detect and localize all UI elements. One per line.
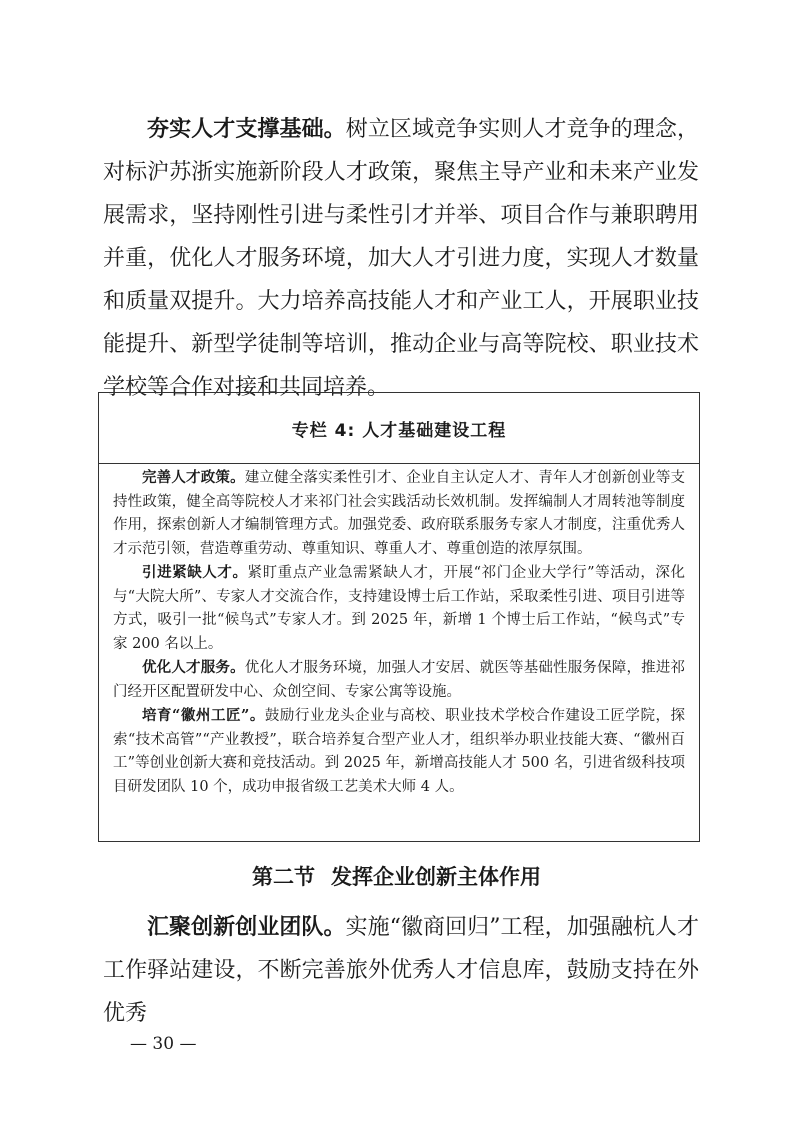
paragraph-text: 树立区域竞争实则人才竞争的理念，对标沪苏浙实施新阶段人才政策，聚焦主导产业和未来产业发展需求，坚持刚性引进与柔性引才并举、项目合作与兼职聘用并重，优化人才服务环境，加大人才引进力度，实现人才数量和质量双提升。大力培养高技能人才和产业工人，开展职业技能提升、新型学徒制等培训，推动企业与高等院校、职业技术学校等合作对接和共同培养。 (103, 117, 699, 400)
box-item-text: 鼓励行业龙头企业与高校、职业技术学校合作建设工匠学院，探索“技术高管”“产业教授”，联合培养复合型产业人才，组织举办职业技能大赛、“徽州百工”等创业创新大赛和竞技活动。到 2025 年，新增高技能人才 500 名，引进省级科技项目研发团队 10 个，成功申报省级工艺美术大师 4 人。 (113, 708, 685, 795)
box-item-lead: 完善人才政策。 (142, 469, 245, 486)
box-item-talent-policy (113, 466, 685, 561)
box-item-text: 建立健全落实柔性引才、企业自主认定人才、青年人才创新创业等支持性政策，健全高等院校人才来祁门社会实践活动长效机制。发挥编制人才周转池等制度作用，探索创新人才编制管理方式。加强党委、政府联系服务专家人才制度，注重优秀人才示范引领，营造尊重劳动、尊重知识、尊重人才、尊重创造的浓厚氛围。 (113, 470, 685, 557)
box-item-scarce-talent (113, 561, 685, 656)
column-box-title: 专栏 4: 人才基础建设工程 (99, 393, 699, 464)
body-paragraph-innovation-teams (103, 906, 699, 1035)
box-item-lead: 培育“徽州工匠”。 (142, 707, 265, 724)
section-title-text: 发挥企业创新主体作用 (331, 865, 541, 889)
box-item-lead: 引进紧缺人才。 (142, 564, 248, 581)
paragraph-text: 实施“徽商回归”工程，加强融杭人才工作驿站建设，不断完善旅外优秀人才信息库，鼓励支持在外优秀 (103, 915, 699, 1026)
column-box-body (99, 464, 699, 799)
box-item-lead: 优化人才服务。 (142, 659, 245, 676)
column-box-talent-project (98, 392, 700, 842)
section-number: 第二节 (252, 865, 315, 889)
box-item-huizhou-craftsmen (113, 704, 685, 799)
box-item-text: 紧盯重点产业急需紧缺人才，开展“祁门企业大学行”等活动，深化与“大院大所”、专家人才交流合作，支持建设博士后工作站，采取柔性引进、项目引进等方式，吸引一批“候鸟式”专家人才。到 2025 年，新增 1 个博士后工作站，“候鸟式”专家 200 名以上。 (113, 565, 686, 652)
paragraph-lead-heading: 夯实人才支撑基础。 (147, 116, 346, 142)
paragraph-lead-heading: 汇聚创新创业团队。 (147, 914, 346, 940)
box-item-text: 优化人才服务环境，加强人才安居、就医等基础性服务保障，推进祁门经开区配置研发中心、众创空间、专家公寓等设施。 (113, 660, 685, 700)
body-paragraph-talent-foundation (103, 108, 699, 409)
section-heading (0, 862, 793, 892)
box-item-talent-service (113, 656, 685, 704)
page-number: — 30 — (130, 1034, 197, 1054)
